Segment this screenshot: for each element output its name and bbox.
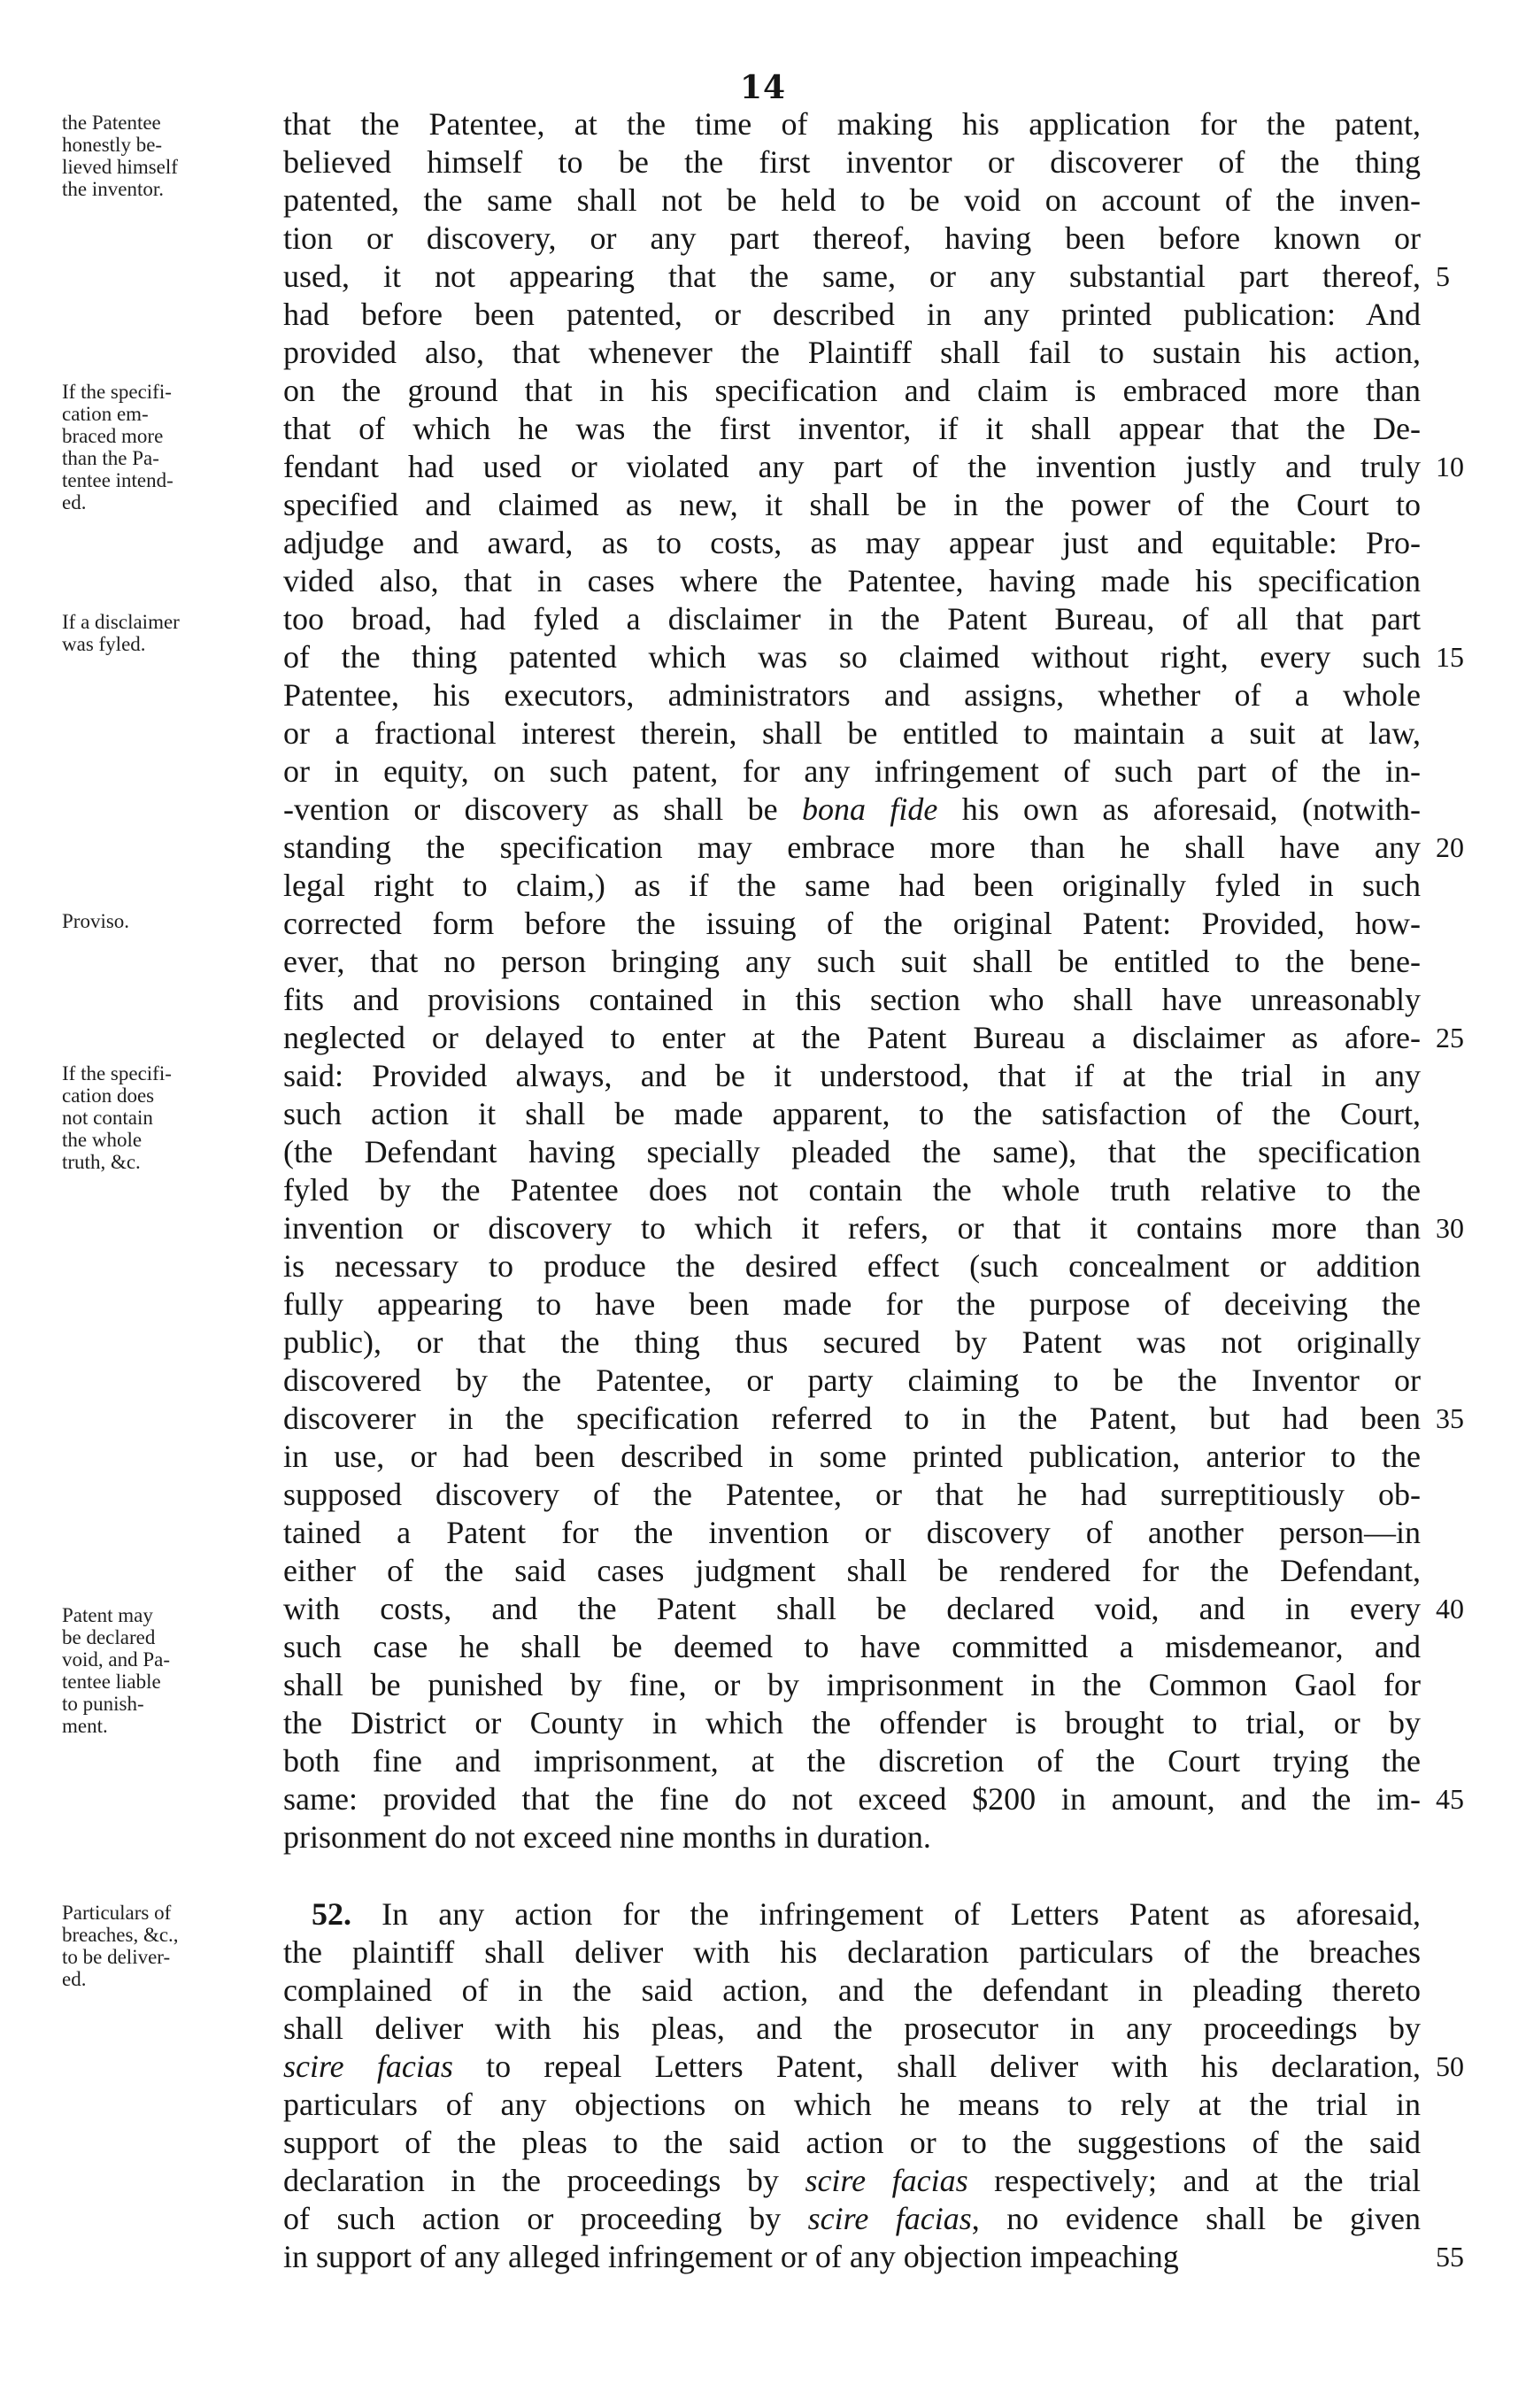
text-line: prisonment do not exceed nine months in duration. (283, 1819, 931, 1855)
text-line: discoverer in the specification referred to in the Patent, but had been (283, 1401, 1421, 1436)
text-line: tained a Patent for the invention or discovery of another person—in (283, 1515, 1421, 1550)
text-line: on the ground that in his specification and claim is embraced more than (283, 373, 1421, 408)
text-line: had before been patented, or described in any printed publication: And (283, 297, 1421, 332)
text-line (283, 2161, 1421, 2200)
text-line: provided also, that whenever the Plaintiff shall fail to sustain his action, (283, 335, 1421, 370)
margin-note-line: If the specifi- (62, 1062, 172, 1084)
text-line: specified and claimed as new, it shall be in the power of the Court to (283, 487, 1421, 522)
text-fragment: of such action or proceeding by (283, 2201, 782, 2236)
text-line: either of the said cases judgment shall be rendered for the Defendant, (283, 1553, 1421, 1588)
margin-note-line: honestly be- (62, 134, 163, 156)
margin-note-patent-void (62, 1604, 274, 1737)
text-line: in use, or had been described in some printed publication, anterior to the (283, 1439, 1421, 1474)
text-line: such case he shall be deemed to have committed a misdemeanor, and (283, 1629, 1421, 1664)
text-line: particulars of any objections on which he means to rely at the trial in (283, 2087, 1421, 2122)
margin-note-specification-embraced (62, 381, 274, 513)
text-line: that of which he was the first inventor, if it shall appear that the De- (283, 411, 1421, 446)
text-line: or a fractional interest therein, shall be entitled to maintain a suit at law, (283, 715, 1421, 751)
margin-note-line: Patent may (62, 1604, 153, 1626)
text-line (283, 790, 1421, 829)
text-line: believed himself to be the first inventor or discoverer of the thing (283, 144, 1421, 180)
text-line: tion or discovery, or any part thereof, having been before known or (283, 220, 1421, 256)
margin-note-line: Proviso. (62, 910, 130, 932)
text-line: that the Patentee, at the time of making his application for the patent, (283, 106, 1421, 142)
margin-note-line: than the Pa- (62, 447, 159, 469)
margin-note-particulars-breaches (62, 1902, 274, 1990)
line-number: 45 (1436, 1783, 1464, 1815)
text-line: shall deliver with his pleas, and the prosecutor in any proceedings by (283, 2011, 1421, 2046)
text-line: the District or County in which the offender is brought to trial, or by (283, 1705, 1421, 1740)
margin-note-line: void, and Pa- (62, 1648, 171, 1671)
line-number: 25 (1436, 1022, 1464, 1054)
page-number: 14 (739, 69, 787, 106)
text-line: (the Defendant having specially pleaded the same), that the specification (283, 1134, 1421, 1169)
margin-note-line: to be deliver- (62, 1946, 171, 1968)
text-line: patented, the same shall not be held to be void on account of the inven- (283, 182, 1421, 218)
text-fragment: , no evidence shall be given (971, 2201, 1421, 2236)
line-number: 40 (1436, 1593, 1464, 1625)
line-number: 10 (1436, 451, 1464, 482)
line-number: 5 (1436, 260, 1450, 292)
text-line: is necessary to produce the desired effect (such concealment or addition (283, 1248, 1421, 1284)
margin-note-line: tentee intend- (62, 469, 173, 491)
text-line: complained of in the said action, and the defendant in pleading thereto (283, 1972, 1421, 2008)
text-line: legal right to claim,) as if the same had been originally fyled in such (283, 868, 1421, 903)
text-line: public), or that the thing thus secured by Patent was not originally (283, 1324, 1421, 1360)
text-line: support of the pleas to the said action or to the suggestions of the said (283, 2125, 1421, 2160)
text-line: such action it shall be made apparent, to the satisfaction of the Court, (283, 1096, 1421, 1131)
text-line: too broad, had fyled a disclaimer in the Patent Bureau, of all that part (283, 601, 1421, 637)
text-fragment: to repeal Letters Patent, shall deliver with his declaration, (486, 2049, 1421, 2084)
margin-note-line: to punish- (62, 1693, 144, 1715)
text-line: supposed discovery of the Patentee, or that he had surreptitiously ob- (283, 1477, 1421, 1512)
margin-note-line: was fyled. (62, 633, 146, 655)
text-line: in support of any alleged infringement or of any objection impeaching (283, 2239, 1179, 2274)
text-line: invention or discovery to which it refers, or that it contains more than (283, 1210, 1421, 1246)
text-fragment: declaration in the proceedings by (283, 2163, 779, 2198)
margin-note-line: breaches, &c., (62, 1924, 179, 1946)
line-number: 15 (1436, 641, 1464, 673)
text-line: fully appearing to have been made for the purpose of deceiving the (283, 1286, 1421, 1322)
text-line (283, 2199, 1421, 2238)
line-number: 30 (1436, 1212, 1464, 1244)
margin-note-whole-truth (62, 1062, 274, 1173)
margin-note-line: the inventor. (62, 178, 164, 200)
margin-note-line: ed. (62, 491, 87, 513)
text-line: both fine and imprisonment, at the discretion of the Court trying the (283, 1743, 1421, 1779)
margin-note-line: lieved himself (62, 156, 178, 178)
line-number: 55 (1436, 2241, 1464, 2273)
line-number: 20 (1436, 831, 1464, 863)
text-line: standing the specification may embrace more than he shall have any (283, 830, 1421, 865)
margin-note-line: the whole (62, 1129, 143, 1151)
margin-note-line: If the specifi- (62, 381, 172, 403)
text-line: the plaintiff shall deliver with his declaration particulars of the breaches (283, 1934, 1421, 1970)
margin-note-patentee-inventor (62, 112, 274, 200)
text-line: fyled by the Patentee does not contain the whole truth relative to the (283, 1172, 1421, 1208)
margin-note-line: the Patentee (62, 112, 161, 134)
text-line: or in equity, on such patent, for any infringement of such part of the in- (283, 753, 1421, 789)
italic-term-scire-facias: scire facias (283, 2049, 453, 2084)
text-line: fits and provisions contained in this section who shall have unreasonably (283, 982, 1421, 1017)
text-line: used, it not appearing that the same, or any substantial part thereof, (283, 259, 1421, 294)
italic-term-bona-fide: bona fide (802, 791, 938, 827)
text-line: adjudge and award, as to costs, as may appear just and equitable: Pro- (283, 525, 1421, 560)
text-line: Patentee, his executors, administrators and assigns, whether of a whole (283, 677, 1421, 713)
text-line (283, 2047, 1421, 2086)
text-line: with costs, and the Patent shall be declared void, and in every (283, 1591, 1421, 1626)
margin-note-line: ment. (62, 1715, 108, 1737)
margin-note-line: braced more (62, 425, 164, 447)
line-number: 35 (1436, 1402, 1464, 1434)
text-line: vided also, that in cases where the Patentee, having made his specification (283, 563, 1421, 598)
text-fragment: -vention or discovery as shall be (283, 791, 778, 827)
text-line: of the thing patented which was so claimed without right, every such (283, 639, 1421, 675)
margin-note-disclaimer-fyled (62, 611, 274, 655)
margin-note-line: If a disclaimer (62, 611, 180, 633)
italic-term-scire-facias: scire facias (805, 2163, 968, 2198)
margin-note-line: cation does (62, 1084, 155, 1107)
italic-term-scire-facias: scire facias (807, 2201, 972, 2236)
text-line: ever, that no person bringing any such suit shall be entitled to the bene- (283, 944, 1421, 979)
text-line: shall be punished by fine, or by imprisonment in the Common Gaol for (283, 1667, 1421, 1702)
margin-note-line: ed. (62, 1968, 87, 1990)
section-first-line (312, 1895, 1421, 1933)
margin-note-proviso (62, 910, 274, 932)
margin-note-line: Particulars of (62, 1902, 172, 1924)
margin-note-line: truth, &c. (62, 1151, 141, 1173)
text-line: corrected form before the issuing of the original Patent: Provided, how- (283, 906, 1421, 941)
margin-note-line: cation em- (62, 403, 149, 425)
text-line: neglected or delayed to enter at the Patent Bureau a disclaimer as afore- (283, 1020, 1421, 1055)
text-line: same: provided that the fine do not exceed $200 in amount, and the im- (283, 1781, 1421, 1817)
section-number: 52. (312, 1896, 351, 1932)
text-line: discovered by the Patentee, or party claiming to be the Inventor or (283, 1362, 1421, 1398)
text-fragment: respectively; and at the trial (967, 2163, 1422, 2198)
line-number: 50 (1436, 2050, 1464, 2082)
margin-note-line: be declared (62, 1626, 156, 1648)
margin-note-line: tentee liable (62, 1671, 161, 1693)
margin-note-line: not contain (62, 1107, 153, 1129)
text-fragment: his own as aforesaid, (notwith- (937, 791, 1422, 827)
text-line: fendant had used or violated any part of the invention justly and truly (283, 449, 1421, 484)
text-fragment: In any action for the infringement of Letters Patent as aforesaid, (382, 1896, 1421, 1932)
text-line: said: Provided always, and be it understood, that if at the trial in any (283, 1058, 1421, 1093)
